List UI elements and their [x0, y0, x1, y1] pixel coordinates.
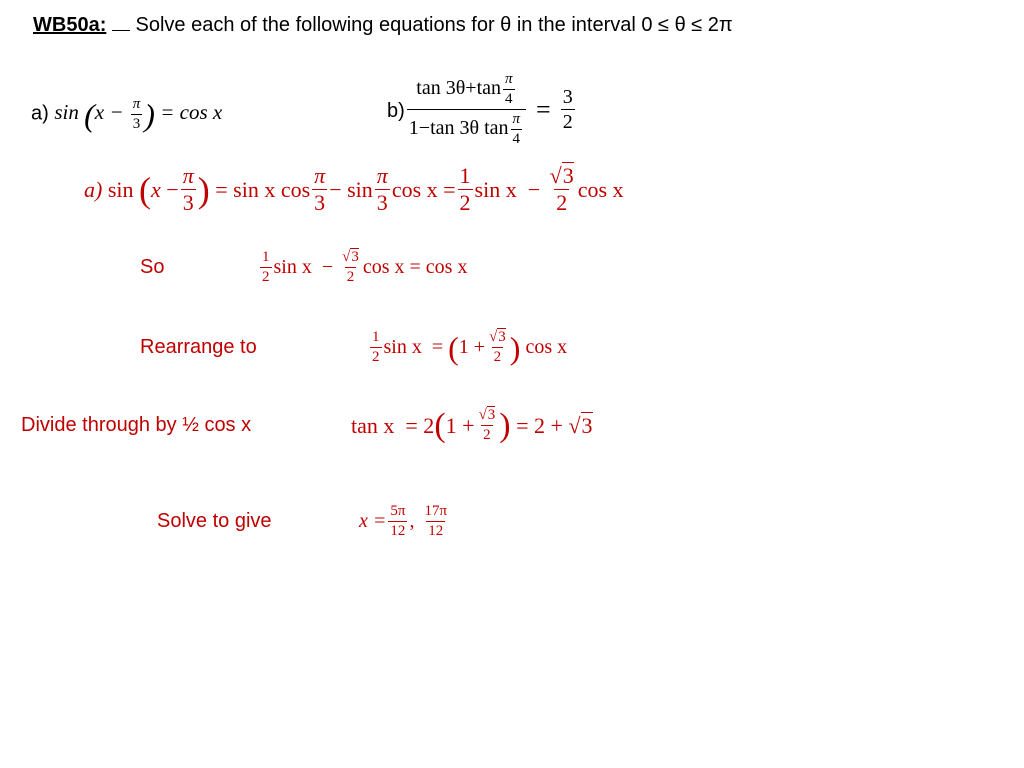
worksheet-label: WB50a: — [33, 14, 107, 36]
right-paren: ) — [144, 96, 155, 133]
numerator: π — [505, 71, 513, 87]
numerator: π — [132, 96, 141, 112]
step-divide-label: Divide through by ½ cos x — [21, 414, 252, 436]
minus-sin-term: − sin — [329, 176, 373, 202]
one-half — [260, 250, 272, 285]
pi-over-4-b — [511, 112, 523, 147]
pi-over-3-c — [375, 165, 390, 214]
denominator: 2 — [262, 269, 270, 285]
question-b — [387, 72, 577, 147]
sinx-term: sin x — [383, 336, 422, 358]
denominator: 4 — [512, 131, 521, 147]
underline-spacer — [112, 14, 130, 31]
question-a-rhs: = cos x — [160, 100, 223, 125]
sinx-cos-term: = sin x cos — [215, 176, 311, 202]
numerator: π — [182, 163, 194, 188]
denominator: 4 — [505, 91, 513, 107]
equals-sign: = — [536, 94, 551, 124]
radicand: 3 — [351, 249, 359, 265]
step-solve — [157, 504, 451, 539]
cosx-term: cos x — [577, 176, 624, 202]
root3-over-2 — [548, 165, 576, 214]
denominator: 3 — [182, 190, 194, 215]
comma: , — [409, 510, 415, 532]
question-a-label: a) — [31, 102, 49, 125]
pi-over-3-b — [312, 165, 327, 214]
big-numerator — [414, 72, 518, 109]
result-term: = 2 + — [516, 412, 563, 438]
denominator: 3 — [314, 190, 326, 215]
numerator: 3 — [562, 86, 573, 108]
numerator: 1 — [459, 163, 471, 188]
denominator: 2 — [562, 111, 573, 133]
numerator: π — [314, 163, 326, 188]
one-half — [370, 330, 382, 365]
numerator: 1 — [262, 249, 270, 265]
denominator: 3 — [376, 190, 388, 215]
left-paren: ( — [84, 96, 95, 133]
step-divide-equation: tan x = 2 ( 1 + $\frac{√3}{2}$ ) = 2 + √ 3 — [351, 406, 593, 444]
left-paren: ( — [434, 406, 446, 444]
step-rearrange-rhs: cos x — [525, 336, 568, 358]
numerator: π — [376, 163, 388, 188]
numerator: 17π — [424, 503, 448, 519]
left-paren: ( — [139, 169, 152, 210]
expansion-line — [84, 165, 624, 214]
right-paren: ) — [197, 169, 210, 210]
minus-sign: − — [166, 176, 179, 202]
denominator: 3 — [132, 116, 141, 132]
step-so-label: So — [140, 256, 165, 278]
instruction-text: Solve each of the following equations for θ in the interval 0 ≤ θ ≤ 2π — [135, 14, 733, 36]
tanx-term: tan x — [351, 412, 395, 438]
radicand: 3 — [498, 329, 506, 345]
equals-sign: = — [431, 336, 444, 358]
three-halves — [561, 87, 575, 132]
pi-over-4 — [503, 72, 515, 107]
root3-over-2 — [487, 330, 508, 365]
x-equals: x = — [359, 510, 387, 532]
denominator: 2 — [493, 349, 502, 365]
denominator: 12 — [390, 523, 406, 539]
cosx-equals: cos x = — [391, 176, 456, 202]
root3-over-2 — [477, 408, 498, 443]
question-b-label: b) — [387, 100, 405, 122]
right-paren: ) — [509, 329, 521, 366]
radicand: 3 — [487, 407, 496, 423]
five-pi-over-12 — [388, 504, 407, 539]
sin-fn: sin — [107, 176, 134, 202]
denominator: 2 — [483, 427, 491, 443]
numerator: 1 — [372, 329, 380, 345]
numerator-text: tan 3θ+tan — [416, 77, 502, 100]
question-a-equation — [54, 96, 223, 133]
var-x: x — [151, 176, 161, 202]
step-so-rhs: cos x = cos x — [362, 256, 468, 278]
denominator-text: 1−tan 3θ tan — [408, 117, 509, 140]
minus-sign: − — [109, 100, 124, 125]
numerator: 5π — [390, 503, 406, 519]
step-so-equation — [258, 250, 467, 285]
page-header — [33, 14, 733, 37]
one-plus: 1 + — [445, 412, 475, 438]
expansion-label: a) — [84, 176, 103, 202]
var-x: x — [94, 100, 105, 125]
result-radicand: 3 — [581, 413, 593, 438]
one-half — [458, 165, 473, 214]
seventeen-pi-over-12 — [422, 504, 449, 539]
step-rearrange-equation — [368, 330, 567, 365]
numerator: π — [512, 111, 521, 127]
step-so — [140, 250, 467, 285]
step-rearrange-label: Rearrange to — [140, 336, 257, 358]
numerator: √3 — [342, 249, 359, 265]
equals-two: = 2 — [405, 412, 435, 438]
radicand: 3 — [562, 163, 574, 188]
left-paren: ( — [448, 329, 459, 366]
question-a — [31, 97, 222, 132]
minus-sign-2: − — [527, 176, 541, 202]
right-paren: ) — [499, 406, 511, 444]
step-divide — [21, 408, 593, 443]
numerator: √3 — [489, 329, 506, 345]
sinx-term: sin x — [273, 256, 312, 278]
sinx-term: sin x — [474, 176, 517, 202]
pi-over-3 — [131, 97, 143, 132]
numerator: √3 — [478, 407, 496, 423]
step-solve-equation — [359, 504, 451, 539]
minus-sign: − — [321, 256, 334, 278]
denominator: 2 — [372, 349, 380, 365]
step-solve-label: Solve to give — [157, 510, 272, 532]
pi-over-3 — [181, 165, 196, 214]
denominator: 2 — [459, 190, 471, 215]
big-denominator — [407, 109, 526, 147]
sin-fn: sin — [54, 100, 79, 125]
denominator: 12 — [428, 523, 444, 539]
root3-over-2 — [340, 250, 361, 285]
one-plus: 1 + — [458, 336, 486, 358]
step-rearrange — [140, 330, 567, 365]
denominator: 2 — [346, 269, 355, 285]
question-b-big-fraction — [407, 72, 526, 147]
numerator: √3 — [549, 163, 574, 188]
denominator: 2 — [556, 190, 568, 215]
